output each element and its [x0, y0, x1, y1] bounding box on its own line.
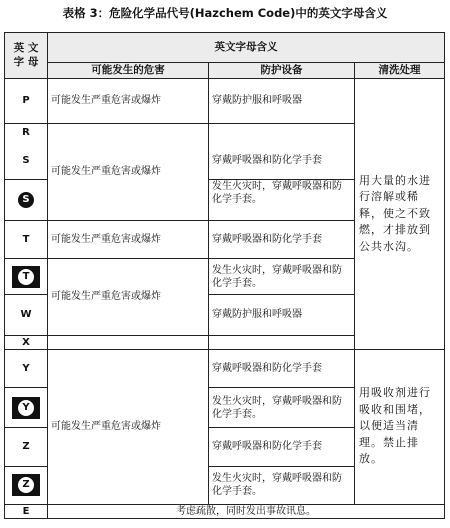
- col-action-header: 清洗处理: [355, 63, 445, 79]
- letter-s-inverse: [5, 180, 48, 221]
- table-title: 表格 3：危险化学品代号(Hazchem Code)中的英文字母含义: [62, 6, 388, 20]
- hazard-cell-empty: [48, 335, 209, 349]
- letter-z: Z: [5, 428, 48, 466]
- letter-x: X: [5, 335, 48, 349]
- inverse-letter-box: [12, 397, 40, 419]
- corner-header-top: 英 文: [13, 42, 39, 55]
- inverse-letter-box: [12, 266, 40, 288]
- letter-p: P: [5, 79, 48, 123]
- protection-cell: 穿戴呼吸器和防化学手套: [209, 141, 355, 179]
- inverse-letter-badge: Z: [18, 477, 34, 493]
- action-cell-wash: 用大量的水进行溶解或稀释，使之不致燃，才排放到公共水沟。: [355, 79, 445, 349]
- hazard-cell: 可能发生严重危害或爆炸: [48, 123, 209, 220]
- protection-cell-spacer: [209, 206, 355, 220]
- hazard-cell: 可能发生严重危害或爆炸: [48, 79, 209, 123]
- inverse-letter-badge: T: [18, 269, 34, 285]
- protection-cell: 穿戴防护服和呼吸器: [209, 295, 355, 335]
- corner-header-bottom: 字 母: [13, 55, 39, 68]
- inverse-letter-box: [12, 474, 40, 496]
- protection-cell: 穿戴呼吸器和防化学手套: [209, 349, 355, 387]
- letter-t: T: [5, 220, 48, 258]
- letter-y-inverse: [5, 387, 48, 427]
- letter-s: S: [5, 141, 48, 179]
- letter-e: E: [5, 504, 48, 518]
- hazard-cell: 可能发生严重危害或爆炸: [48, 220, 209, 258]
- protection-cell: 穿戴防护服和呼吸器: [209, 79, 355, 123]
- col-protection-header: 防护设备: [209, 63, 355, 79]
- hazard-cell: 可能发生严重危害或爆炸: [48, 259, 209, 336]
- footer-note: 考虑疏散，同时发出事故讯息。: [48, 504, 445, 518]
- hazard-cell: 可能发生严重危害或爆炸: [48, 349, 209, 504]
- action-cell-absorb: 用吸收剂进行吸收和围堵，以便适当清理。禁止排放。: [355, 349, 445, 504]
- protection-cell: 发生火灾时，穿戴呼吸器和防化学手套。: [209, 466, 355, 504]
- protection-cell: 穿戴呼吸器和防化学手套: [209, 220, 355, 258]
- letter-r: R: [5, 123, 48, 141]
- hazchem-table: [4, 32, 445, 519]
- col-hazard-header: 可能发生的危害: [48, 63, 209, 79]
- protection-cell: 发生火灾时，穿戴呼吸器和防化学手套。: [209, 180, 355, 207]
- letter-w: W: [5, 295, 48, 335]
- protection-cell: 穿戴呼吸器和防化学手套: [209, 428, 355, 466]
- inverse-letter-badge: Y: [18, 400, 34, 416]
- letter-y: Y: [5, 349, 48, 387]
- letter-z-inverse: [5, 466, 48, 504]
- protection-cell-empty: [209, 335, 355, 349]
- group-header: 英文字母含义: [48, 33, 445, 63]
- letter-t-inverse: [5, 259, 48, 295]
- protection-cell: 发生火灾时，穿戴呼吸器和防化学手套。: [209, 259, 355, 295]
- protection-cell-empty: [209, 123, 355, 141]
- corner-header: [5, 33, 48, 79]
- inverse-letter-badge: S: [18, 192, 34, 208]
- protection-cell: 发生火灾时，穿戴呼吸器和防化学手套。: [209, 387, 355, 427]
